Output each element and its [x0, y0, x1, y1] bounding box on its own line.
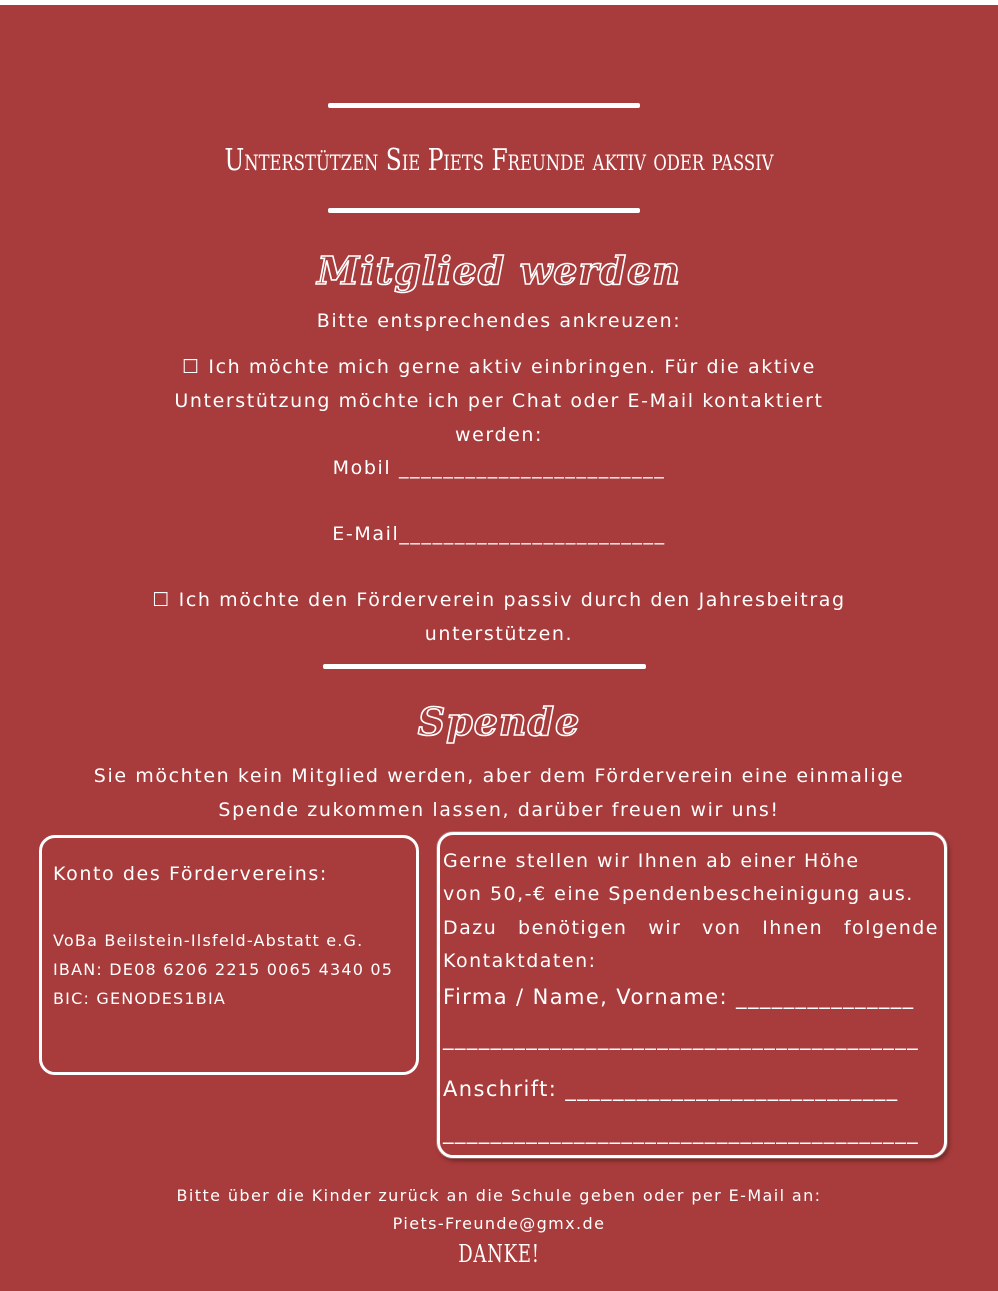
receipt-name-field[interactable]: Firma / Name, Vorname: _______________	[443, 985, 915, 1009]
flyer-page	[0, 5, 998, 1291]
active-option	[0, 350, 998, 452]
account-heading: Konto des Fördervereins:	[53, 863, 328, 885]
section-divider-rule	[323, 664, 646, 669]
mobile-blank[interactable]: ________________________	[398, 457, 666, 479]
receipt-line-1: Gerne stellen wir Ihnen ab einer Höhe	[443, 850, 860, 872]
receipt-address-field[interactable]: Anschrift: ____________________________	[443, 1077, 899, 1101]
passive-option	[0, 583, 998, 651]
mobile-label: Mobil	[332, 457, 392, 479]
receipt-line-2: von 50,-€ eine Spendenbescheinigung aus.	[443, 883, 914, 905]
active-option-text-2: Unterstützung möchte ich per Chat oder E-Mail kontaktiert	[174, 390, 824, 412]
title-underline-rule	[328, 208, 640, 213]
active-option-text-3: werden:	[454, 424, 544, 446]
passive-checkbox[interactable]: ☐	[152, 589, 171, 611]
receipt-line-4: Kontaktdaten:	[443, 950, 597, 972]
footer-email: Piets-Freunde@gmx.de	[392, 1214, 606, 1233]
account-bic: BIC: GENODES1BIA	[53, 989, 227, 1008]
account-bank: VoBa Beilstein-Ilsfeld-Abstatt e.G.	[53, 931, 364, 950]
active-option-line-1	[0, 350, 998, 384]
donation-heading: Spende	[417, 699, 581, 744]
passive-option-text-2: unterstützen.	[424, 623, 574, 645]
passive-option-text-1: Ich möchte den Förderverein passiv durch den Jahresbeitrag	[178, 589, 846, 611]
donation-intro	[0, 759, 998, 827]
receipt-line-3: Dazu benötigen wir von Ihnen folgende	[443, 917, 939, 939]
page-title: Unterstützen Sie Piets Freunde aktiv oder passiv	[224, 143, 774, 178]
active-checkbox[interactable]: ☐	[182, 356, 201, 378]
membership-heading: Mitglied werden	[317, 248, 681, 293]
footer-line-1: Bitte über die Kinder zurück an die Schule geben oder per E-Mail an:	[176, 1186, 822, 1205]
membership-instruction: Bitte entsprechendes ankreuzen:	[316, 310, 682, 332]
receipt-name-blank-2[interactable]: ________________________________________	[443, 1026, 919, 1050]
donation-intro-line-1: Sie möchten kein Mitglied werden, aber dem Förderverein eine einmalige	[93, 765, 905, 787]
thanks-text: DANKE!	[458, 1240, 540, 1268]
email-field	[0, 517, 998, 551]
account-iban: IBAN: DE08 6206 2215 0065 4340 05	[53, 960, 394, 979]
mobile-field	[0, 451, 998, 485]
footer-instruction	[0, 1182, 998, 1238]
email-blank[interactable]: ________________________	[399, 523, 666, 545]
email-label: E-Mail	[332, 523, 400, 545]
top-rule	[328, 103, 640, 108]
passive-option-line-1	[0, 583, 998, 617]
receipt-address-blank-2[interactable]: ________________________________________	[443, 1120, 919, 1144]
active-option-text-1: Ich möchte mich gerne aktiv einbringen. Für die aktive	[208, 356, 816, 378]
donation-intro-line-2: Spende zukommen lassen, darüber freuen wir uns!	[218, 799, 780, 821]
